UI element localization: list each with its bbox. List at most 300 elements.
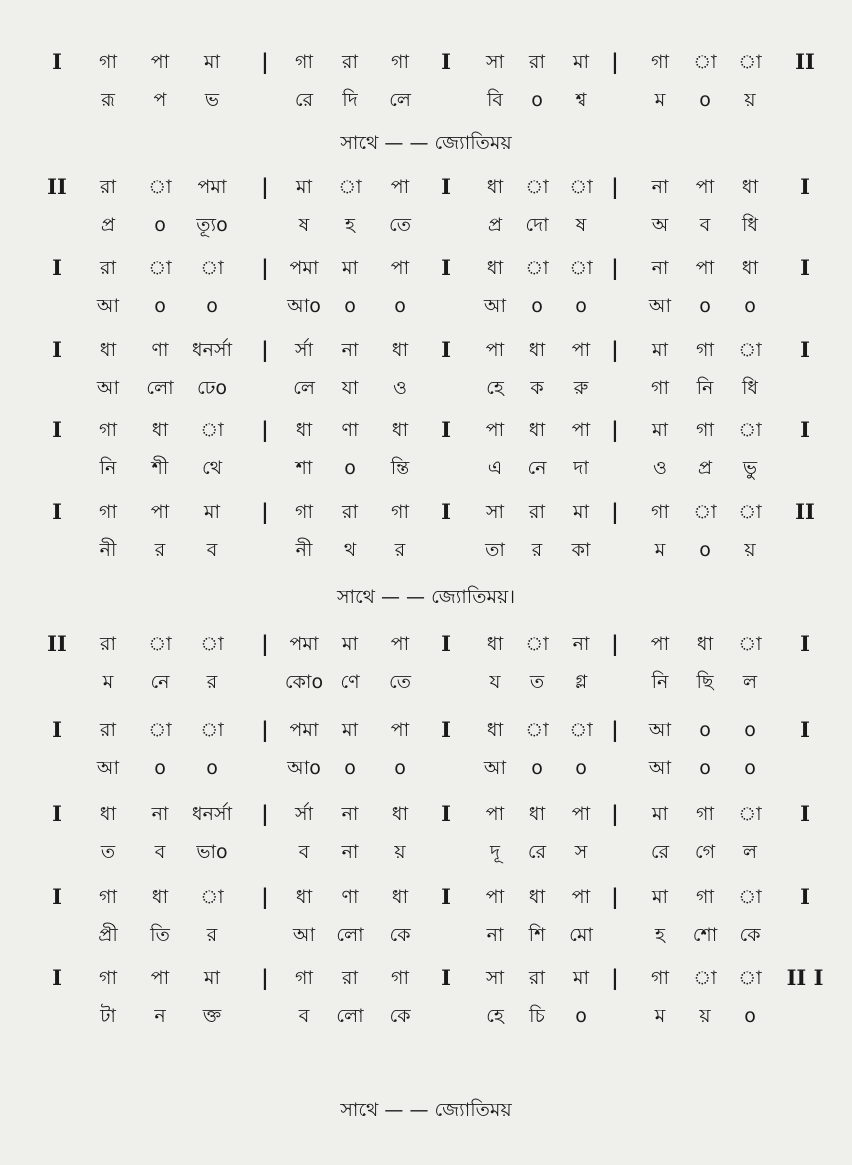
notation-row xyxy=(0,42,852,82)
lyric-row xyxy=(0,996,852,1036)
lyric-row xyxy=(0,530,852,570)
notation-row xyxy=(0,877,852,917)
bar-line: I xyxy=(52,965,62,990)
lyric-syllable: o xyxy=(154,295,166,317)
lyric-syllable: শী xyxy=(151,457,169,479)
bar-line: I xyxy=(441,174,451,199)
bar-line: | xyxy=(261,174,269,199)
lyric-syllable: থে xyxy=(201,457,223,479)
lyric-syllable: রে xyxy=(527,841,547,863)
refrain-line: সাথে — — জ্যোতিময়। xyxy=(336,586,516,608)
lyric-syllable: আo xyxy=(287,295,321,317)
lyric-syllable: ত xyxy=(100,841,116,863)
note: রা xyxy=(529,51,545,73)
lyric-syllable: আ xyxy=(483,295,507,317)
lyric-syllable: প্রী xyxy=(98,924,118,946)
note: ণা xyxy=(341,886,359,908)
bar-line: | xyxy=(261,717,269,742)
note: ধা xyxy=(391,339,409,361)
note: ধা xyxy=(528,419,546,441)
lyric-syllable: লো xyxy=(336,924,364,946)
note: া xyxy=(525,176,549,198)
bar-line: I xyxy=(800,255,810,280)
note: া xyxy=(525,257,549,279)
bar-line: | xyxy=(611,499,619,524)
lyric-syllable: র xyxy=(206,671,218,693)
notation-row xyxy=(0,624,852,664)
bar-line: I xyxy=(52,417,62,442)
note: মা xyxy=(572,51,590,73)
lyric-syllable: ঢেo xyxy=(196,377,228,399)
note: ধা xyxy=(486,257,504,279)
lyric-syllable: ম xyxy=(654,1005,666,1027)
lyric-syllable: o xyxy=(575,757,587,779)
note: রা xyxy=(342,967,358,989)
bar-line: | xyxy=(261,801,269,826)
lyric-syllable: ক্ত xyxy=(202,1005,222,1027)
note: ধা xyxy=(528,339,546,361)
lyric-syllable: গ্ল xyxy=(574,671,588,693)
lyric-syllable: রু xyxy=(573,377,589,399)
note: গা xyxy=(295,967,313,989)
lyric-syllable: আ xyxy=(648,757,672,779)
lyric-syllable: ষ xyxy=(575,214,587,236)
note: মা xyxy=(341,719,359,741)
lyric-syllable: তে xyxy=(389,214,411,236)
bar-line: | xyxy=(611,884,619,909)
bar-line: | xyxy=(611,174,619,199)
bar-line: | xyxy=(611,255,619,280)
note: ধা xyxy=(99,803,117,825)
bar-line: | xyxy=(611,337,619,362)
note: া xyxy=(693,501,717,523)
lyric-syllable: কে xyxy=(739,924,761,946)
notation-row xyxy=(0,330,852,370)
lyric-syllable: লো xyxy=(146,377,174,399)
lyric-syllable: ব xyxy=(699,214,711,236)
lyric-syllable: য xyxy=(489,671,501,693)
lyric-syllable: রে xyxy=(294,89,314,111)
note: গা xyxy=(696,339,714,361)
note: মা xyxy=(572,501,590,523)
note: া xyxy=(569,176,593,198)
lyric-syllable: লো xyxy=(336,1005,364,1027)
note: মা xyxy=(203,51,221,73)
note: ধা xyxy=(486,633,504,655)
lyric-syllable: ম xyxy=(654,89,666,111)
lyric-syllable: কা xyxy=(571,539,591,561)
lyric-syllable: শ্ব xyxy=(575,89,587,111)
note: ধা xyxy=(528,886,546,908)
lyric-syllable: কে xyxy=(389,1005,411,1027)
lyric-syllable: o xyxy=(394,295,406,317)
lyric-row xyxy=(0,832,852,872)
lyric-syllable: ধি xyxy=(741,214,759,236)
note: পা xyxy=(571,803,591,825)
note: ধনর্সা xyxy=(191,803,233,825)
lyric-syllable: এ xyxy=(487,457,503,479)
note: না xyxy=(341,803,359,825)
note: সা xyxy=(485,967,505,989)
lyric-syllable: আ xyxy=(96,757,120,779)
bar-line: I xyxy=(52,337,62,362)
lyric-syllable: শো xyxy=(692,924,718,946)
lyric-syllable: o xyxy=(344,757,356,779)
note: পা xyxy=(150,967,170,989)
note: া xyxy=(738,339,762,361)
notation-row xyxy=(0,710,852,750)
note: না xyxy=(651,176,669,198)
lyric-syllable: ণে xyxy=(340,671,360,693)
note: পা xyxy=(150,501,170,523)
bar-line: I xyxy=(441,965,451,990)
lyric-syllable: নী xyxy=(295,539,313,561)
lyric-syllable: কোo xyxy=(284,671,324,693)
bar-line: I xyxy=(52,801,62,826)
bar-line: I xyxy=(52,49,62,74)
note: সা xyxy=(485,501,505,523)
note: পা xyxy=(485,886,505,908)
bar-line: I xyxy=(441,49,451,74)
note: o xyxy=(744,719,756,741)
lyric-syllable: তে xyxy=(389,671,411,693)
note: ধা xyxy=(151,886,169,908)
note: ধা xyxy=(741,176,759,198)
note: া xyxy=(200,886,224,908)
lyric-syllable: যা xyxy=(341,377,359,399)
note: গা xyxy=(696,886,714,908)
lyric-syllable: ব xyxy=(298,1005,310,1027)
lyric-syllable: নে xyxy=(527,457,547,479)
lyric-syllable: আ xyxy=(648,295,672,317)
note: রা xyxy=(100,176,116,198)
bar-line: | xyxy=(611,801,619,826)
note: া xyxy=(693,51,717,73)
note: া xyxy=(148,719,172,741)
refrain-line: সাথে — — জ্যোতিময় xyxy=(340,132,512,154)
note: মা xyxy=(651,419,669,441)
bar-line: I xyxy=(800,174,810,199)
lyric-syllable: ল xyxy=(742,671,758,693)
lyric-syllable: রে xyxy=(650,841,670,863)
lyric-syllable: o xyxy=(699,539,711,561)
lyric-syllable: o xyxy=(344,295,356,317)
lyric-syllable: o xyxy=(344,457,356,479)
lyric-syllable: o xyxy=(575,1005,587,1027)
note: পা xyxy=(571,886,591,908)
lyric-syllable: প্র xyxy=(697,457,713,479)
note: র্সা xyxy=(294,803,314,825)
lyric-syllable: ন xyxy=(154,1005,166,1027)
lyric-syllable: ধি xyxy=(741,377,759,399)
bar-line: | xyxy=(611,965,619,990)
note: পা xyxy=(571,339,591,361)
bar-line: II xyxy=(795,499,815,524)
note: পা xyxy=(695,176,715,198)
bar-line: | xyxy=(261,417,269,442)
note: পা xyxy=(571,419,591,441)
lyric-syllable: স xyxy=(574,841,588,863)
lyric-syllable: ত xyxy=(529,671,545,693)
lyric-syllable: ও xyxy=(653,457,667,479)
lyric-syllable: ভ xyxy=(204,89,220,111)
lyric-row xyxy=(0,205,852,245)
note: রা xyxy=(529,967,545,989)
note: ণা xyxy=(341,419,359,441)
bar-line: | xyxy=(261,337,269,362)
lyric-syllable: বি xyxy=(486,89,504,111)
note: রা xyxy=(342,501,358,523)
lyric-syllable: গে xyxy=(694,841,716,863)
note: গা xyxy=(295,501,313,523)
notation-row xyxy=(0,794,852,834)
note: া xyxy=(525,719,549,741)
lyric-syllable: র xyxy=(394,539,406,561)
bar-line: | xyxy=(261,965,269,990)
notation-row xyxy=(0,167,852,207)
note: ধা xyxy=(391,886,409,908)
notation-row xyxy=(0,248,852,288)
note: গা xyxy=(391,967,409,989)
note: না xyxy=(572,633,590,655)
bar-line: | xyxy=(261,884,269,909)
note: গা xyxy=(391,51,409,73)
note: পা xyxy=(650,633,670,655)
note: গা xyxy=(99,967,117,989)
note: গা xyxy=(99,886,117,908)
lyric-syllable: কে xyxy=(389,924,411,946)
lyric-syllable: য় xyxy=(744,89,756,111)
lyric-syllable: আ xyxy=(483,757,507,779)
note: ধা xyxy=(486,719,504,741)
lyric-syllable: হে xyxy=(486,1005,504,1027)
lyric-syllable: আ xyxy=(96,295,120,317)
lyric-syllable: ম xyxy=(654,539,666,561)
lyric-syllable: ন্তি xyxy=(390,457,410,479)
bar-line: I xyxy=(52,717,62,742)
note: া xyxy=(200,633,224,655)
lyric-syllable: নে xyxy=(150,671,170,693)
lyric-syllable: য় xyxy=(394,841,406,863)
lyric-syllable: ক xyxy=(530,377,544,399)
lyric-syllable: নি xyxy=(99,457,117,479)
lyric-syllable: ষ xyxy=(298,214,310,236)
bar-line: I xyxy=(441,631,451,656)
note: মা xyxy=(203,967,221,989)
note: পা xyxy=(485,419,505,441)
bar-line: I xyxy=(800,631,810,656)
note: া xyxy=(200,719,224,741)
note: া xyxy=(148,257,172,279)
lyric-syllable: তা xyxy=(485,539,505,561)
lyric-syllable: থ xyxy=(343,539,357,561)
lyric-syllable: দি xyxy=(342,89,358,111)
note: গা xyxy=(295,51,313,73)
note: না xyxy=(151,803,169,825)
note: মা xyxy=(651,339,669,361)
bar-line: I xyxy=(52,499,62,524)
lyric-syllable: র xyxy=(154,539,166,561)
note: গা xyxy=(651,967,669,989)
note: রা xyxy=(100,633,116,655)
bar-line: II xyxy=(47,631,67,656)
note: পা xyxy=(390,633,410,655)
note: রা xyxy=(100,719,116,741)
lyric-syllable: o xyxy=(744,1005,756,1027)
bar-line: | xyxy=(611,49,619,74)
note: ণা xyxy=(151,339,169,361)
bar-line: I xyxy=(800,717,810,742)
note: গা xyxy=(99,419,117,441)
note: া xyxy=(338,176,362,198)
note: পা xyxy=(485,339,505,361)
note: সা xyxy=(485,51,505,73)
note: o xyxy=(699,719,711,741)
bar-line: I xyxy=(800,417,810,442)
lyric-row xyxy=(0,286,852,326)
note: ধা xyxy=(391,419,409,441)
lyric-row xyxy=(0,448,852,488)
bar-line: | xyxy=(611,717,619,742)
note: রা xyxy=(529,501,545,523)
lyric-syllable: না xyxy=(341,841,359,863)
lyric-syllable: o xyxy=(699,757,711,779)
note: পা xyxy=(390,176,410,198)
bar-line: I xyxy=(800,884,810,909)
lyric-syllable: ভু xyxy=(742,457,758,479)
note: ধা xyxy=(696,633,714,655)
lyric-syllable: য় xyxy=(699,1005,711,1027)
lyric-syllable: o xyxy=(531,757,543,779)
lyric-syllable: ব xyxy=(154,841,166,863)
lyric-syllable: o xyxy=(531,295,543,317)
lyric-syllable: দো xyxy=(525,214,549,236)
note: া xyxy=(569,257,593,279)
bar-line: I xyxy=(441,417,451,442)
note: গা xyxy=(651,501,669,523)
lyric-syllable: শা xyxy=(295,457,313,479)
bar-line: | xyxy=(261,631,269,656)
lyric-syllable: o xyxy=(744,757,756,779)
lyric-row xyxy=(0,662,852,702)
lyric-syllable: ত্যূo xyxy=(196,214,228,236)
lyric-syllable: হ xyxy=(345,214,355,236)
lyric-syllable: o xyxy=(206,295,218,317)
note: া xyxy=(738,967,762,989)
bar-line: I xyxy=(441,717,451,742)
lyric-syllable: দা xyxy=(573,457,589,479)
note: পমা xyxy=(289,719,319,741)
lyric-syllable: শি xyxy=(528,924,546,946)
lyric-syllable: র xyxy=(531,539,543,561)
lyric-syllable: ল xyxy=(742,841,758,863)
note: গা xyxy=(696,419,714,441)
note: না xyxy=(651,257,669,279)
lyric-syllable: প xyxy=(153,89,167,111)
lyric-syllable: হে xyxy=(486,377,504,399)
note: ধা xyxy=(99,339,117,361)
note: পমা xyxy=(197,176,227,198)
lyric-syllable: লে xyxy=(389,89,411,111)
notation-row xyxy=(0,410,852,450)
note: মা xyxy=(651,803,669,825)
note: া xyxy=(738,803,762,825)
notation-row xyxy=(0,492,852,532)
note: র্সা xyxy=(294,339,314,361)
lyric-syllable: o xyxy=(531,89,543,111)
lyric-syllable: o xyxy=(154,757,166,779)
lyric-syllable: নী xyxy=(99,539,117,561)
note: া xyxy=(693,967,717,989)
bar-line: I xyxy=(800,337,810,362)
bar-line: II xyxy=(795,49,815,74)
lyric-syllable: হ xyxy=(655,924,665,946)
note: গা xyxy=(696,803,714,825)
bar-line: I xyxy=(441,255,451,280)
lyric-syllable: রূ xyxy=(101,89,115,111)
note: মা xyxy=(341,257,359,279)
bar-line: | xyxy=(611,631,619,656)
bar-line: I xyxy=(441,337,451,362)
note: রা xyxy=(100,257,116,279)
lyric-syllable: য় xyxy=(744,539,756,561)
note: পা xyxy=(695,257,715,279)
note: না xyxy=(341,339,359,361)
lyric-syllable: টা xyxy=(100,1005,116,1027)
note: পমা xyxy=(289,257,319,279)
bar-line: I xyxy=(52,884,62,909)
note: পা xyxy=(150,51,170,73)
lyric-syllable: o xyxy=(699,89,711,111)
lyric-syllable: আ xyxy=(96,377,120,399)
note: া xyxy=(200,419,224,441)
note: মা xyxy=(651,886,669,908)
lyric-syllable: o xyxy=(206,757,218,779)
lyric-syllable: o xyxy=(744,295,756,317)
bar-line: I xyxy=(441,499,451,524)
lyric-syllable: না xyxy=(486,924,504,946)
lyric-syllable: প্র xyxy=(487,214,503,236)
note: া xyxy=(738,51,762,73)
lyric-syllable: ব xyxy=(298,841,310,863)
bar-line: I xyxy=(800,801,810,826)
lyric-syllable: নি xyxy=(651,671,669,693)
note: গা xyxy=(391,501,409,523)
note: পা xyxy=(390,719,410,741)
lyric-syllable: চি xyxy=(529,1005,545,1027)
note: মা xyxy=(341,633,359,655)
bar-line: I xyxy=(441,801,451,826)
bar-line: I xyxy=(52,255,62,280)
note: া xyxy=(569,719,593,741)
lyric-syllable: ছি xyxy=(696,671,714,693)
lyric-syllable: লে xyxy=(293,377,315,399)
lyric-row xyxy=(0,80,852,120)
note: া xyxy=(148,633,172,655)
refrain-line: সাথে — — জ্যোতিময় xyxy=(340,1099,512,1121)
note: ধা xyxy=(528,803,546,825)
lyric-syllable: র xyxy=(206,924,218,946)
bar-line: | xyxy=(261,499,269,524)
lyric-syllable: প্র xyxy=(100,214,116,236)
note: া xyxy=(738,633,762,655)
lyric-syllable: আo xyxy=(287,757,321,779)
note: ধা xyxy=(486,176,504,198)
lyric-syllable: ম xyxy=(102,671,114,693)
lyric-syllable: o xyxy=(699,295,711,317)
note: পা xyxy=(390,257,410,279)
lyric-row xyxy=(0,368,852,408)
